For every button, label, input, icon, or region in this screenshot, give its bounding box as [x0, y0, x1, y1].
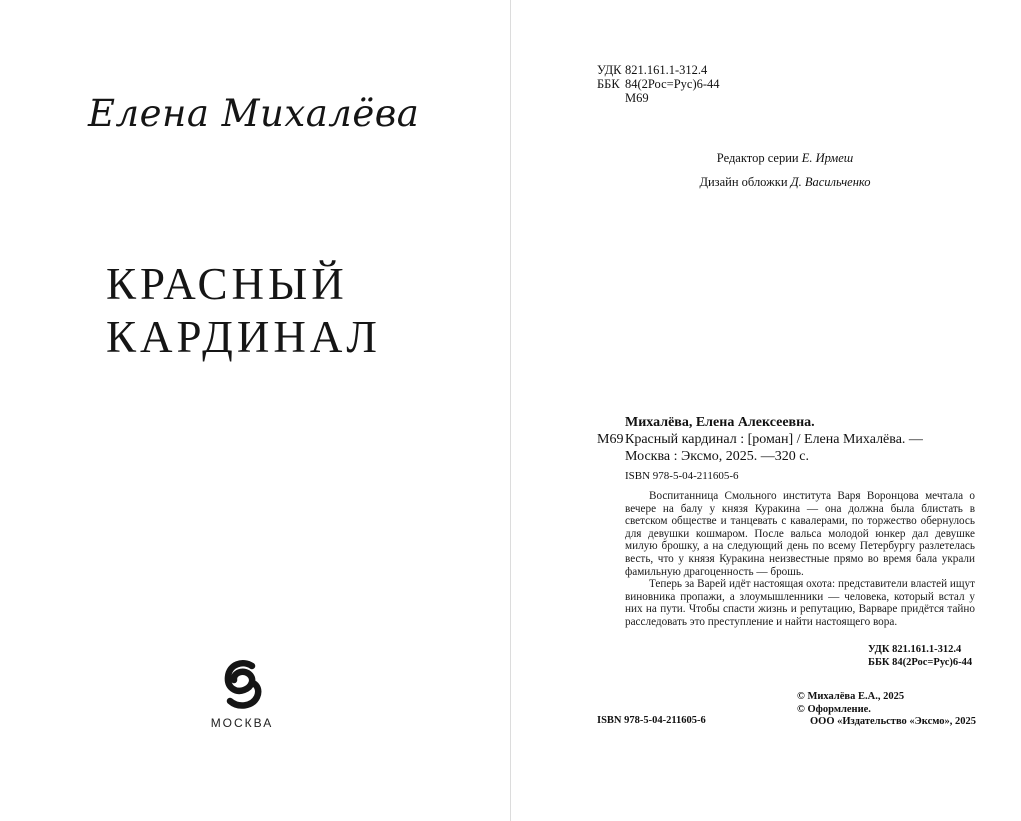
author-mark: М69	[625, 91, 649, 105]
copyright-line-3: ООО «Издательство «Эксмо», 2025	[810, 716, 977, 727]
cover-design-credit	[650, 170, 920, 194]
copyright-block	[797, 691, 976, 729]
udk-label: УДК	[597, 63, 622, 77]
annotation	[625, 490, 975, 629]
biblio-line-2: Москва : Эксмо, 2025. —320 с.	[625, 449, 809, 464]
book-title	[106, 258, 396, 364]
biblio-line-1: Красный кардинал : [роман] / Елена Михалёва. —	[625, 432, 923, 447]
isbn-line: ISBN 978-5-04-211605-6	[625, 470, 739, 482]
udk-value: 821.161.1-312.4	[625, 63, 708, 77]
author-name: Елена Михалёва	[88, 92, 420, 135]
annotation-paragraph-2: Теперь за Варей идёт настоящая охота: представители властей ищут виновника пропажи, а злоумышленники — человека, который встал у них на пути. Чтобы спасти жизнь и репутацию, Варваре придётся тайно расследовать это преступление и найти настоящего вора.	[625, 578, 975, 628]
series-editor-label: Редактор серии	[716, 151, 799, 165]
bbk-row	[597, 77, 720, 91]
biblio-heading: Михалёва, Елена Алексеевна.	[625, 415, 815, 430]
biblio-entry	[597, 431, 977, 448]
copyright-line-2: © Оформление.	[797, 703, 871, 715]
cover-design-name: Д. Васильченко	[790, 175, 871, 189]
udk-small: УДК 821.161.1-312.4	[868, 644, 962, 655]
classification-codes	[597, 63, 720, 105]
credits	[650, 146, 920, 194]
publisher-city: МОСКВА	[210, 716, 274, 730]
bibliographic-record	[597, 414, 977, 465]
biblio-code: М69	[597, 432, 624, 447]
series-editor-credit	[650, 146, 920, 170]
bbk-value: 84(2Рос=Рус)6-44	[625, 77, 720, 91]
udk-row	[597, 63, 720, 77]
bbk-small: ББК 84(2Рос=Рус)6-44	[868, 657, 973, 668]
isbn-bottom: ISBN 978-5-04-211605-6	[597, 715, 706, 726]
page-gutter	[510, 0, 511, 821]
author-mark-row	[597, 91, 720, 105]
bbk-label: ББК	[597, 77, 620, 91]
annotation-paragraph-1: Воспитанница Смольного института Варя Воронцова мечтала о вечере на балу у князя Куракина — она должна была блистать в светском обществе и танцевать с кавалерами, по торжество обернулось для девушки кошмаром. После вальса молодой юнкер дал девушке милую брошку, а на следующий день по всему Петербургу разлетелась весть, что у князя Куракина неизвестные прямо во время бала украли фамильную драгоценность — брошь.	[625, 490, 975, 578]
title-line-1: КРАСНЫЙ	[106, 259, 348, 309]
copyright-line-1: © Михалёва Е.А., 2025	[797, 691, 905, 702]
title-line-2: КАРДИНАЛ	[106, 312, 381, 362]
classification-codes-small	[868, 643, 972, 669]
series-editor-name: Е. Ирмеш	[801, 151, 854, 165]
publisher-logo-icon	[222, 657, 262, 709]
cover-design-label: Дизайн обложки	[699, 175, 788, 189]
